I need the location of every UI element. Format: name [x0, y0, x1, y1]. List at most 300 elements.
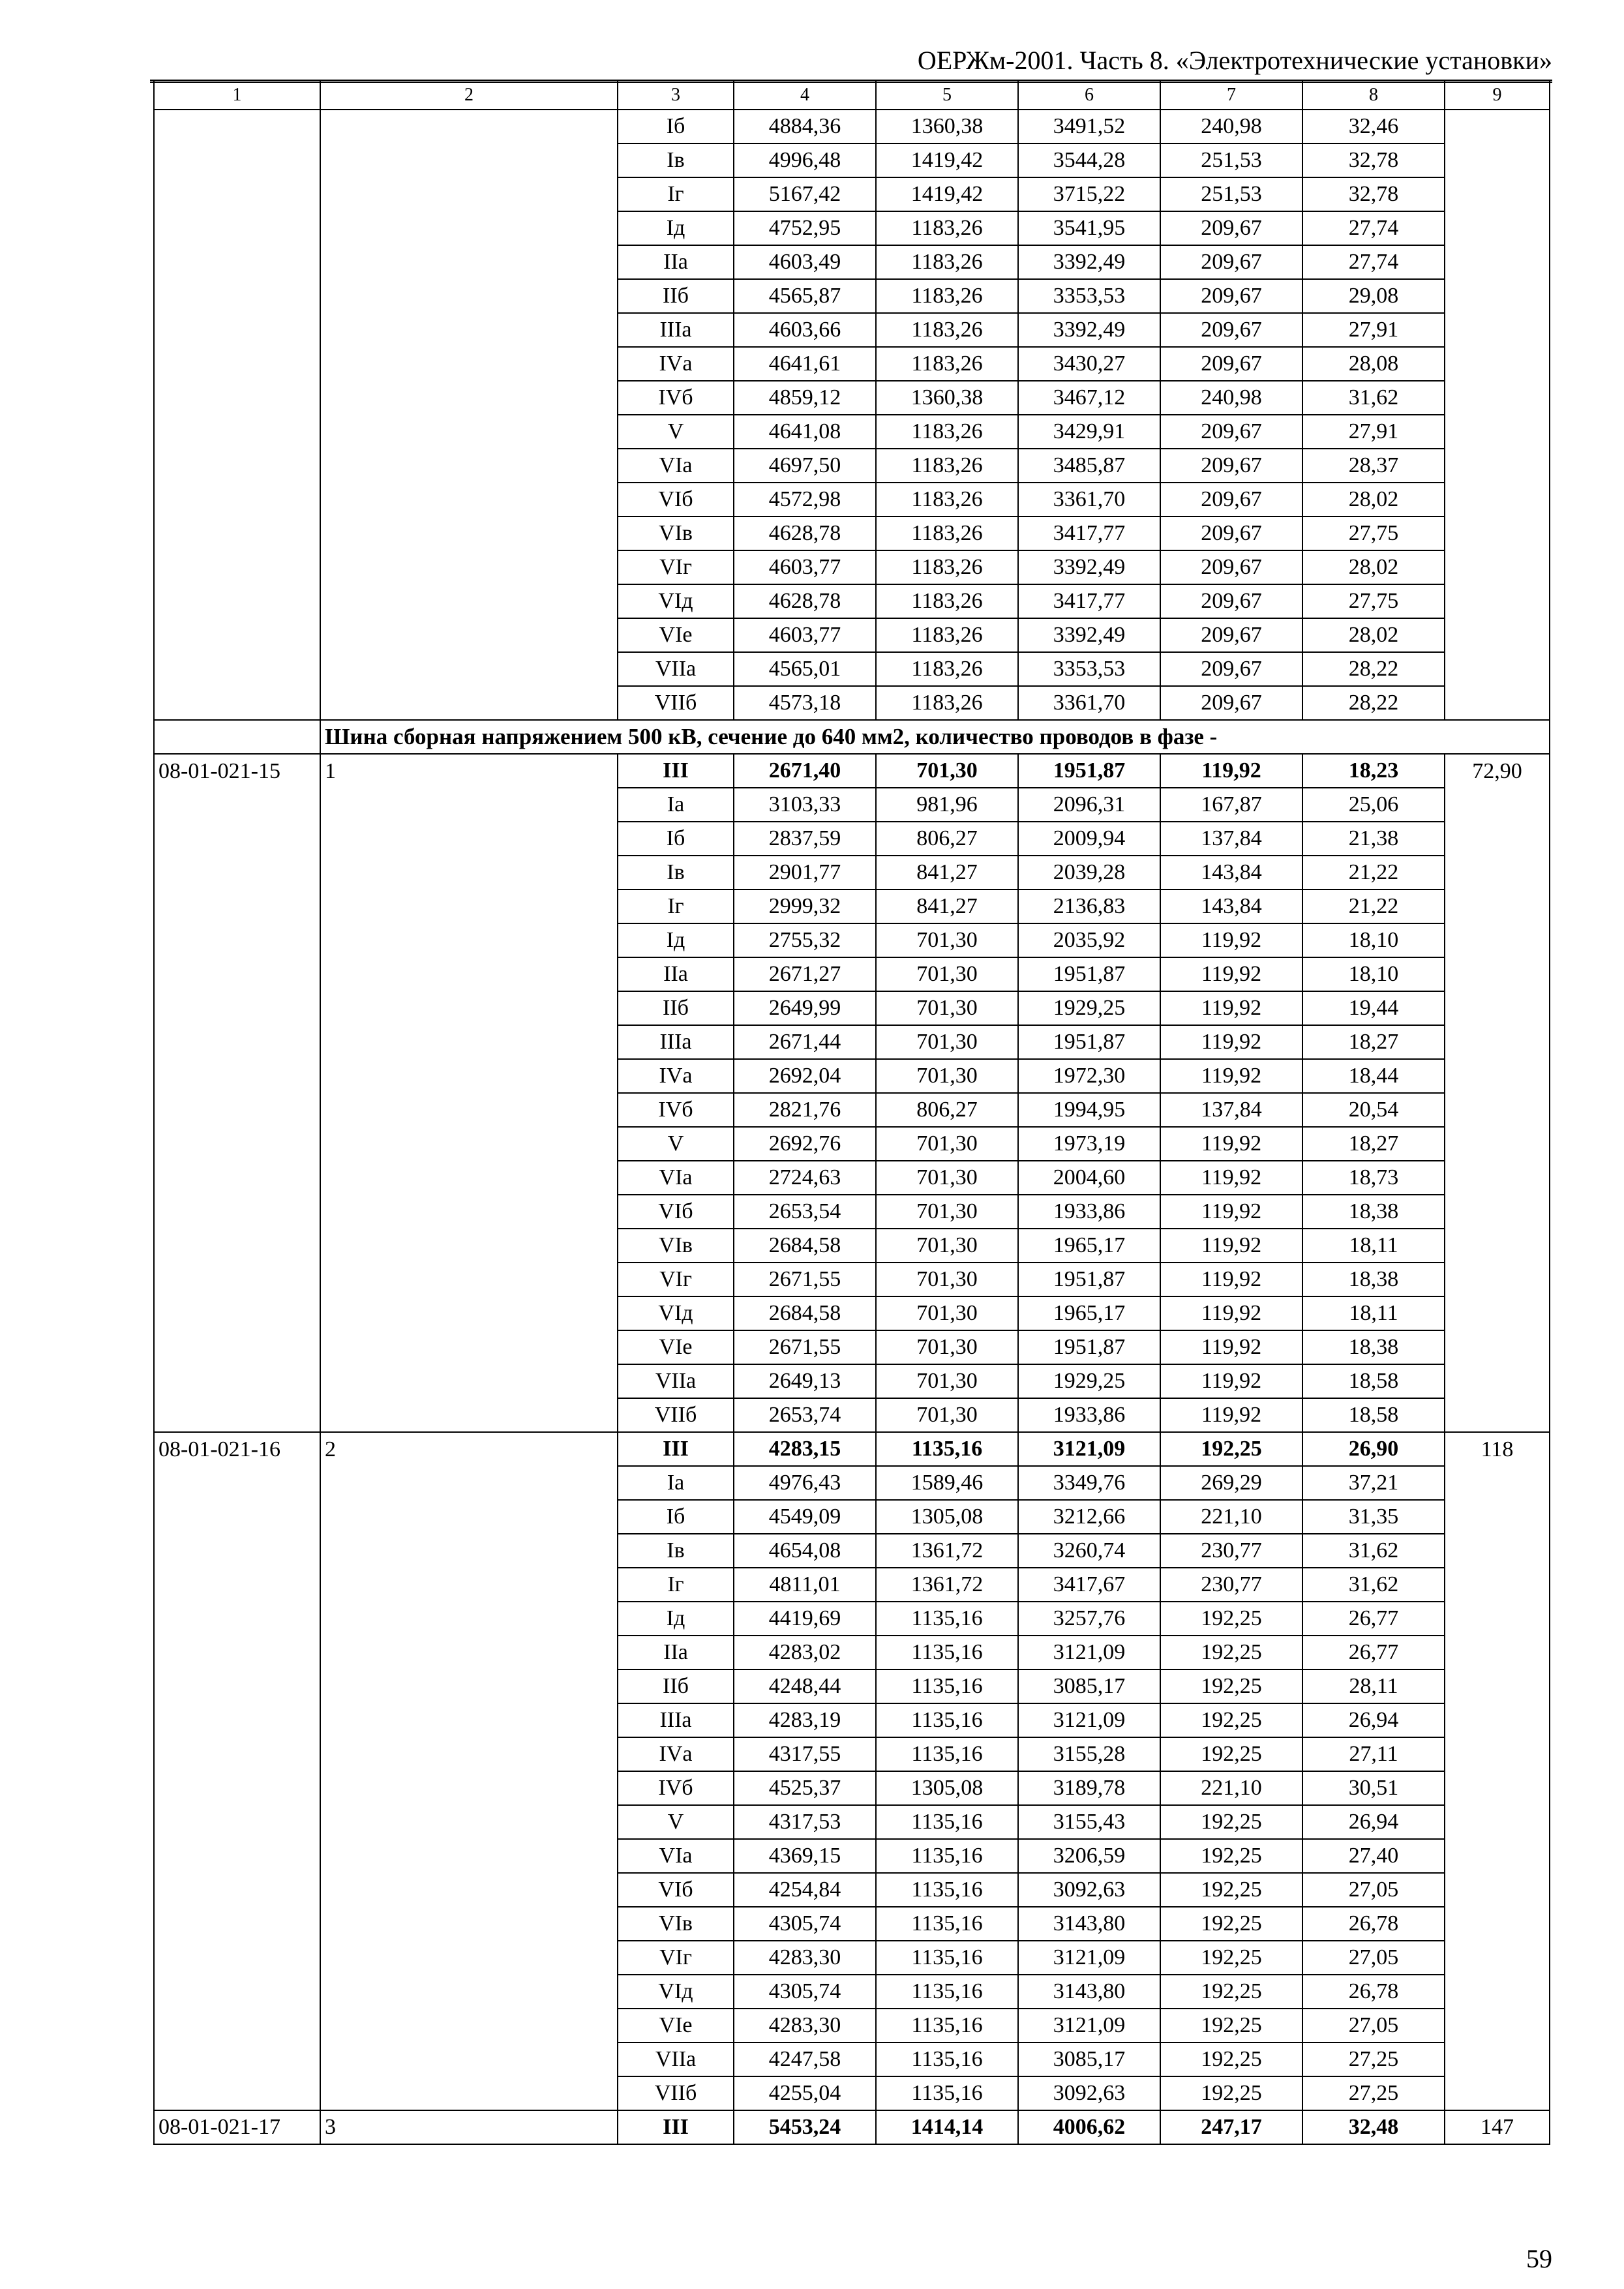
value-cell-7: 167,87 [1160, 788, 1302, 822]
value-cell-7: 119,92 [1160, 1059, 1302, 1093]
value-cell-4: 4317,55 [734, 1737, 876, 1771]
col9-cell [1445, 1568, 1550, 1602]
table-row [154, 1263, 1550, 1296]
value-cell-7: 192,25 [1160, 1805, 1302, 1839]
value-cell-8: 31,62 [1302, 1534, 1445, 1568]
value-cell-7: 209,67 [1160, 550, 1302, 584]
col9-cell [1445, 483, 1550, 516]
code-cell [154, 177, 320, 211]
value-cell-7: 240,98 [1160, 381, 1302, 415]
table-row [154, 1737, 1550, 1771]
variant-mark-cell: VIд [618, 1296, 734, 1330]
variant-mark-cell: VIа [618, 1161, 734, 1195]
value-cell-5: 1305,08 [876, 1500, 1018, 1534]
table-row [154, 1398, 1550, 1432]
code-cell [154, 1941, 320, 1975]
code-cell [154, 1873, 320, 1907]
value-cell-6: 2009,94 [1018, 822, 1160, 856]
value-cell-4: 4317,53 [734, 1805, 876, 1839]
value-cell-8: 31,62 [1302, 1568, 1445, 1602]
value-cell-4: 2755,32 [734, 923, 876, 957]
value-cell-5: 1135,16 [876, 1636, 1018, 1669]
table-row [154, 1703, 1550, 1737]
table-row [154, 2110, 1550, 2144]
value-cell-5: 1183,26 [876, 516, 1018, 550]
code-cell: 08-01-021-15 [154, 754, 320, 788]
table-row [154, 550, 1550, 584]
value-cell-6: 4006,62 [1018, 2110, 1160, 2144]
item-number-cell [320, 550, 618, 584]
value-cell-5: 1135,16 [876, 1941, 1018, 1975]
col9-cell [1445, 1127, 1550, 1161]
value-cell-6: 3143,80 [1018, 1907, 1160, 1941]
table-row [154, 381, 1550, 415]
value-cell-8: 28,22 [1302, 686, 1445, 720]
code-cell [154, 1839, 320, 1873]
col9-cell [1445, 1059, 1550, 1093]
code-cell [154, 991, 320, 1025]
col9-cell [1445, 618, 1550, 652]
value-cell-8: 27,74 [1302, 245, 1445, 279]
item-number-cell [320, 1263, 618, 1296]
code-cell [154, 313, 320, 347]
value-cell-5: 701,30 [876, 1161, 1018, 1195]
value-cell-5: 1361,72 [876, 1568, 1018, 1602]
value-cell-5: 1135,16 [876, 1873, 1018, 1907]
table-row [154, 1432, 1550, 1466]
value-cell-5: 701,30 [876, 754, 1018, 788]
code-cell [154, 1263, 320, 1296]
variant-mark-cell: III [618, 2110, 734, 2144]
value-cell-7: 119,92 [1160, 957, 1302, 991]
table-row [154, 449, 1550, 483]
table-row [154, 890, 1550, 923]
code-cell [154, 516, 320, 550]
value-cell-8: 18,73 [1302, 1161, 1445, 1195]
item-number-cell [320, 1839, 618, 1873]
code-cell [154, 245, 320, 279]
variant-mark-cell: VIIа [618, 2042, 734, 2076]
variant-mark-cell: VIг [618, 1263, 734, 1296]
value-cell-7: 119,92 [1160, 1195, 1302, 1229]
value-cell-6: 3121,09 [1018, 2009, 1160, 2042]
value-cell-5: 1135,16 [876, 2076, 1018, 2110]
value-cell-5: 701,30 [876, 991, 1018, 1025]
value-cell-4: 2821,76 [734, 1093, 876, 1127]
col9-cell [1445, 449, 1550, 483]
value-cell-4: 4305,74 [734, 1975, 876, 2009]
value-cell-5: 1135,16 [876, 2042, 1018, 2076]
table-row [154, 1568, 1550, 1602]
item-number-cell [320, 1602, 618, 1636]
value-cell-4: 4654,08 [734, 1534, 876, 1568]
value-cell-4: 4254,84 [734, 1873, 876, 1907]
item-number-cell [320, 415, 618, 449]
value-cell-7: 209,67 [1160, 516, 1302, 550]
col9-cell [1445, 584, 1550, 618]
table-row [154, 1364, 1550, 1398]
value-cell-4: 5167,42 [734, 177, 876, 211]
item-number-cell [320, 1636, 618, 1669]
item-number-cell [320, 1195, 618, 1229]
code-cell [154, 1636, 320, 1669]
table-row [154, 1907, 1550, 1941]
value-cell-5: 1183,26 [876, 550, 1018, 584]
value-cell-4: 4248,44 [734, 1669, 876, 1703]
code-cell [154, 788, 320, 822]
code-cell [154, 1771, 320, 1805]
col9-cell [1445, 1093, 1550, 1127]
value-cell-4: 4283,19 [734, 1703, 876, 1737]
value-cell-4: 2649,13 [734, 1364, 876, 1398]
variant-mark-cell: Iб [618, 822, 734, 856]
value-cell-5: 701,30 [876, 1330, 1018, 1364]
value-cell-6: 3485,87 [1018, 449, 1160, 483]
value-cell-4: 2671,55 [734, 1330, 876, 1364]
table-row [154, 1941, 1550, 1975]
table-row [154, 1669, 1550, 1703]
code-cell [154, 1229, 320, 1263]
table-row [154, 686, 1550, 720]
col9-cell [1445, 890, 1550, 923]
value-cell-8: 26,78 [1302, 1975, 1445, 2009]
code-cell [154, 449, 320, 483]
value-cell-7: 119,92 [1160, 1330, 1302, 1364]
variant-mark-cell: IIа [618, 957, 734, 991]
value-cell-6: 3392,49 [1018, 313, 1160, 347]
value-cell-7: 119,92 [1160, 754, 1302, 788]
variant-mark-cell: VIб [618, 483, 734, 516]
value-cell-7: 230,77 [1160, 1568, 1302, 1602]
value-cell-7: 137,84 [1160, 1093, 1302, 1127]
variant-mark-cell: Iа [618, 1466, 734, 1500]
code-cell [154, 1534, 320, 1568]
value-cell-5: 1183,26 [876, 415, 1018, 449]
value-cell-6: 3467,12 [1018, 381, 1160, 415]
item-number-cell [320, 957, 618, 991]
variant-mark-cell: VIб [618, 1873, 734, 1907]
value-cell-4: 4255,04 [734, 2076, 876, 2110]
value-cell-7: 192,25 [1160, 2009, 1302, 2042]
value-cell-5: 1135,16 [876, 1669, 1018, 1703]
variant-mark-cell: VIд [618, 584, 734, 618]
value-cell-6: 1965,17 [1018, 1296, 1160, 1330]
table-row [154, 1873, 1550, 1907]
item-number-cell [320, 347, 618, 381]
col9-cell [1445, 2042, 1550, 2076]
item-number-cell [320, 1093, 618, 1127]
value-cell-8: 28,22 [1302, 652, 1445, 686]
value-cell-4: 2653,54 [734, 1195, 876, 1229]
value-cell-6: 3092,63 [1018, 1873, 1160, 1907]
table-row [154, 822, 1550, 856]
value-cell-8: 26,94 [1302, 1703, 1445, 1737]
value-cell-5: 1360,38 [876, 110, 1018, 143]
variant-mark-cell: V [618, 1805, 734, 1839]
value-cell-4: 4976,43 [734, 1466, 876, 1500]
variant-mark-cell: VIв [618, 1229, 734, 1263]
value-cell-8: 31,62 [1302, 381, 1445, 415]
value-cell-8: 18,27 [1302, 1025, 1445, 1059]
variant-mark-cell: IIIа [618, 1703, 734, 1737]
table-row [154, 279, 1550, 313]
value-cell-5: 1183,26 [876, 347, 1018, 381]
table-row [154, 347, 1550, 381]
col9-cell [1445, 2076, 1550, 2110]
col9-cell: 118 [1445, 1432, 1550, 1466]
code-cell [154, 1669, 320, 1703]
value-cell-8: 27,11 [1302, 1737, 1445, 1771]
value-cell-4: 4752,95 [734, 211, 876, 245]
item-number-cell [320, 279, 618, 313]
item-number-cell [320, 652, 618, 686]
value-cell-5: 1589,46 [876, 1466, 1018, 1500]
variant-mark-cell: Iд [618, 923, 734, 957]
column-number: 9 [1445, 80, 1550, 110]
code-cell [154, 1466, 320, 1500]
variant-mark-cell: Iг [618, 177, 734, 211]
value-cell-5: 1183,26 [876, 313, 1018, 347]
item-number-cell [320, 1466, 618, 1500]
code-cell: 08-01-021-17 [154, 2110, 320, 2144]
value-cell-5: 1135,16 [876, 1907, 1018, 1941]
table-row [154, 1296, 1550, 1330]
code-cell [154, 822, 320, 856]
code-cell [154, 856, 320, 890]
value-cell-5: 701,30 [876, 1229, 1018, 1263]
value-cell-6: 3206,59 [1018, 1839, 1160, 1873]
variant-mark-cell: VIе [618, 618, 734, 652]
variant-mark-cell: IIа [618, 1636, 734, 1669]
value-cell-5: 1135,16 [876, 1737, 1018, 1771]
value-cell-8: 26,77 [1302, 1602, 1445, 1636]
value-cell-8: 27,25 [1302, 2042, 1445, 2076]
value-cell-7: 143,84 [1160, 856, 1302, 890]
col9-cell: 147 [1445, 2110, 1550, 2144]
value-cell-7: 192,25 [1160, 1703, 1302, 1737]
col9-cell [1445, 1161, 1550, 1195]
value-cell-7: 209,67 [1160, 584, 1302, 618]
code-cell [154, 957, 320, 991]
section-title: Шина сборная напряжением 500 кВ, сечение до 640 мм2, количество проводов в фазе - [320, 720, 1550, 754]
code-cell [154, 686, 320, 720]
col9-cell [1445, 1602, 1550, 1636]
col9-cell [1445, 177, 1550, 211]
value-cell-6: 3429,91 [1018, 415, 1160, 449]
value-cell-7: 251,53 [1160, 177, 1302, 211]
value-cell-7: 209,67 [1160, 313, 1302, 347]
table-row [154, 516, 1550, 550]
value-cell-7: 240,98 [1160, 110, 1302, 143]
col9-cell [1445, 211, 1550, 245]
variant-mark-cell: VIIб [618, 686, 734, 720]
item-number-cell [320, 1703, 618, 1737]
value-cell-5: 1305,08 [876, 1771, 1018, 1805]
value-cell-8: 18,23 [1302, 754, 1445, 788]
value-cell-7: 119,92 [1160, 1025, 1302, 1059]
column-number: 8 [1302, 80, 1445, 110]
value-cell-8: 28,02 [1302, 550, 1445, 584]
table-row [154, 957, 1550, 991]
variant-mark-cell: VIIб [618, 1398, 734, 1432]
section-title-row [154, 720, 1550, 754]
value-cell-5: 1419,42 [876, 177, 1018, 211]
value-cell-7: 247,17 [1160, 2110, 1302, 2144]
col9-cell [1445, 1025, 1550, 1059]
variant-mark-cell: IIб [618, 991, 734, 1025]
value-cell-7: 221,10 [1160, 1771, 1302, 1805]
code-cell [154, 1737, 320, 1771]
variant-mark-cell: VIд [618, 1975, 734, 2009]
value-cell-5: 1135,16 [876, 1602, 1018, 1636]
column-number: 1 [154, 80, 320, 110]
value-cell-8: 27,75 [1302, 584, 1445, 618]
code-cell [154, 1364, 320, 1398]
value-cell-6: 1965,17 [1018, 1229, 1160, 1263]
code-cell [154, 584, 320, 618]
value-cell-6: 1951,87 [1018, 1025, 1160, 1059]
col9-cell [1445, 856, 1550, 890]
variant-mark-cell: IIа [618, 245, 734, 279]
code-cell [154, 1805, 320, 1839]
value-cell-7: 137,84 [1160, 822, 1302, 856]
table-row [154, 110, 1550, 143]
value-cell-4: 4811,01 [734, 1568, 876, 1602]
col9-cell [1445, 923, 1550, 957]
value-cell-4: 4603,77 [734, 550, 876, 584]
table-row [154, 1161, 1550, 1195]
col9-cell [1445, 1296, 1550, 1330]
value-cell-4: 2692,04 [734, 1059, 876, 1093]
variant-mark-cell: V [618, 1127, 734, 1161]
value-cell-7: 192,25 [1160, 2076, 1302, 2110]
value-cell-4: 4247,58 [734, 2042, 876, 2076]
item-number-cell [320, 1127, 618, 1161]
item-number-cell [320, 1398, 618, 1432]
code-cell [154, 2042, 320, 2076]
value-cell-8: 32,46 [1302, 110, 1445, 143]
code-cell [154, 923, 320, 957]
value-cell-4: 2837,59 [734, 822, 876, 856]
item-number-cell [320, 1907, 618, 1941]
item-number-cell [320, 584, 618, 618]
value-cell-5: 1183,26 [876, 449, 1018, 483]
code-cell [154, 381, 320, 415]
value-cell-4: 4549,09 [734, 1500, 876, 1534]
table-row [154, 1025, 1550, 1059]
item-number-cell [320, 2009, 618, 2042]
value-cell-5: 701,30 [876, 1364, 1018, 1398]
value-cell-4: 4283,02 [734, 1636, 876, 1669]
value-cell-7: 221,10 [1160, 1500, 1302, 1534]
item-number-cell [320, 1229, 618, 1263]
code-cell [154, 279, 320, 313]
variant-mark-cell: VIа [618, 1839, 734, 1873]
value-cell-7: 192,25 [1160, 1602, 1302, 1636]
value-cell-5: 701,30 [876, 923, 1018, 957]
value-cell-8: 18,11 [1302, 1229, 1445, 1263]
code-cell [154, 890, 320, 923]
value-cell-5: 1414,14 [876, 2110, 1018, 2144]
value-cell-6: 1929,25 [1018, 991, 1160, 1025]
value-cell-7: 119,92 [1160, 1263, 1302, 1296]
value-cell-7: 119,92 [1160, 1161, 1302, 1195]
table-row [154, 754, 1550, 788]
code-cell [154, 1330, 320, 1364]
col9-cell [1445, 1195, 1550, 1229]
value-cell-7: 119,92 [1160, 1296, 1302, 1330]
value-cell-7: 209,67 [1160, 652, 1302, 686]
value-cell-8: 27,05 [1302, 1941, 1445, 1975]
value-cell-8: 27,75 [1302, 516, 1445, 550]
variant-mark-cell: VIIа [618, 652, 734, 686]
variant-mark-cell: Iв [618, 143, 734, 177]
value-cell-7: 192,25 [1160, 1737, 1302, 1771]
code-cell [154, 415, 320, 449]
table-row [154, 1975, 1550, 2009]
value-cell-8: 20,54 [1302, 1093, 1445, 1127]
col9-cell [1445, 957, 1550, 991]
col9-cell [1445, 1941, 1550, 1975]
column-number: 2 [320, 80, 618, 110]
value-cell-5: 1135,16 [876, 2009, 1018, 2042]
value-cell-7: 251,53 [1160, 143, 1302, 177]
table-row [154, 584, 1550, 618]
value-cell-8: 28,08 [1302, 347, 1445, 381]
value-cell-4: 4697,50 [734, 449, 876, 483]
table-row [154, 1229, 1550, 1263]
rates-table-container [153, 80, 1549, 2145]
value-cell-8: 26,94 [1302, 1805, 1445, 1839]
value-cell-8: 27,25 [1302, 2076, 1445, 2110]
value-cell-8: 28,37 [1302, 449, 1445, 483]
table-row [154, 856, 1550, 890]
value-cell-8: 18,44 [1302, 1059, 1445, 1093]
item-number-cell [320, 923, 618, 957]
value-cell-4: 4283,30 [734, 2009, 876, 2042]
item-number-cell [320, 313, 618, 347]
value-cell-7: 209,67 [1160, 211, 1302, 245]
item-number-cell [320, 1669, 618, 1703]
value-cell-4: 4628,78 [734, 516, 876, 550]
column-number: 4 [734, 80, 876, 110]
code-cell [154, 550, 320, 584]
value-cell-4: 4419,69 [734, 1602, 876, 1636]
col9-cell [1445, 1398, 1550, 1432]
value-cell-8: 19,44 [1302, 991, 1445, 1025]
value-cell-5: 701,30 [876, 1025, 1018, 1059]
col9-cell [1445, 1771, 1550, 1805]
column-number: 5 [876, 80, 1018, 110]
code-cell [154, 2009, 320, 2042]
column-number: 7 [1160, 80, 1302, 110]
code-cell [154, 1093, 320, 1127]
page-header [150, 34, 1552, 83]
value-cell-7: 209,67 [1160, 686, 1302, 720]
table-row [154, 1636, 1550, 1669]
col9-cell [1445, 1534, 1550, 1568]
value-cell-5: 1183,26 [876, 686, 1018, 720]
col9-cell [1445, 347, 1550, 381]
value-cell-7: 119,92 [1160, 1127, 1302, 1161]
variant-mark-cell: VIе [618, 1330, 734, 1364]
col9-cell [1445, 415, 1550, 449]
value-cell-5: 701,30 [876, 1127, 1018, 1161]
value-cell-8: 26,90 [1302, 1432, 1445, 1466]
item-number-cell [320, 143, 618, 177]
item-number-cell [320, 2042, 618, 2076]
code-cell [154, 1975, 320, 2009]
